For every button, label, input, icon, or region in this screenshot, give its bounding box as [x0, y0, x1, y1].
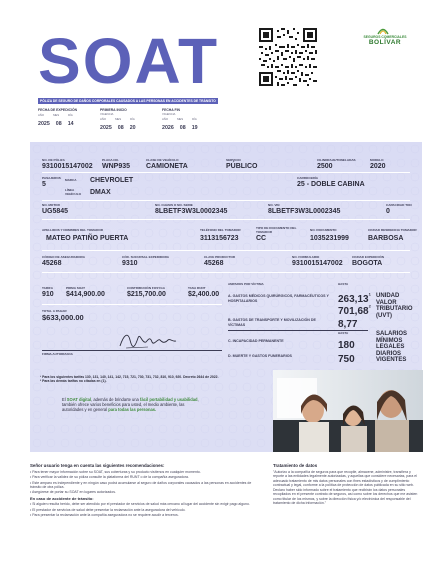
cilindraje-label: CILINDRAJE/TONELADAS	[317, 158, 356, 162]
coverage-a2-value: 701,68	[338, 306, 369, 317]
field-tasa	[188, 286, 219, 299]
capacidad-value: 0	[386, 208, 390, 215]
cod-aseg-value: 45268	[42, 260, 62, 267]
units-smldv	[376, 331, 420, 364]
brand-name: BOLÍVAR	[368, 39, 402, 46]
accident-3: • Para presentar la reclamación ante la compañía aseguradora no se requiere acudir a terceros.	[30, 513, 179, 518]
field-tipo-doc	[256, 226, 298, 243]
tasa-value: $2,400.00	[188, 291, 220, 298]
coverage-header-right	[338, 282, 348, 286]
telefono-label: TELÉFONO DEL TOMADOR	[200, 228, 241, 232]
divider	[42, 272, 410, 273]
field-modelo	[370, 158, 386, 171]
field-chasis	[155, 203, 227, 216]
divider	[42, 172, 410, 173]
coverage-a-label: A. GASTOS MÉDICOS QUIRÚRGICOS, FARMACÉUTICOS Y HOSPITALARIOS	[228, 294, 329, 303]
telefono-value: 3113156723	[200, 235, 239, 242]
recommendations-title: Señor usuario tenga en cuenta las siguientes recomendaciones:	[30, 463, 165, 468]
no-doc-value: 1035231999	[310, 235, 349, 242]
field-firma	[42, 352, 73, 356]
date-start-month: 08	[117, 125, 124, 131]
field-ciudad-exp	[352, 255, 384, 268]
no-poliza-value: 9310015147002	[42, 163, 93, 170]
prima-label: PRIMA SOAT	[66, 286, 86, 290]
total-label: TOTAL A PAGAR	[42, 309, 67, 313]
ciudad-exp-label: CIUDAD EXPEDICIÓN	[352, 255, 384, 259]
linea-value: DMAX	[90, 189, 111, 196]
signature-line	[42, 350, 222, 351]
date-end-month: 08	[179, 125, 186, 131]
contrib-label: CONTRIBUCIÓN FOSYGA	[127, 286, 165, 290]
date-issue-year: 2025	[38, 121, 50, 127]
units-uvt	[376, 293, 420, 319]
date-issue-day: 14	[67, 121, 74, 127]
pasajeros-value: 5	[42, 181, 46, 188]
vin-value: 8LBETF3W3L0002345	[268, 208, 341, 215]
field-carroceria	[297, 176, 365, 189]
date-issue-month: 08	[55, 121, 62, 127]
tarifa-label: TARIFA	[42, 286, 53, 290]
cilindraje-value: 2500	[317, 163, 333, 170]
cod-aseg-label: CÓDIGO DE ASEGURADORA	[42, 255, 86, 259]
field-linea-value	[90, 188, 111, 197]
footnotes	[40, 375, 240, 383]
placa-label: PLACA NO.	[102, 158, 119, 162]
clase-value: CAMIONETA	[146, 163, 188, 170]
field-cilindraje	[317, 158, 356, 171]
cod-suc-value: 9310	[122, 260, 138, 267]
divider	[42, 200, 410, 201]
field-capacidad	[386, 203, 412, 216]
coverage-header-label: AMPAROS POR VÍCTIMA	[228, 282, 264, 286]
field-ciudad-res	[368, 228, 417, 243]
field-clase	[146, 158, 188, 171]
carroceria-value: 25 - DOBLE CABINA	[297, 181, 365, 188]
digital-pre: El	[62, 397, 67, 402]
date-head-month: MES	[177, 117, 184, 121]
footnote-2: ² Para las demás tarifas no citadas en (1).	[40, 379, 107, 384]
coverage-c-value: 180	[338, 340, 355, 351]
placa-value: WNP935	[102, 163, 131, 170]
modelo-label: MODELO	[370, 158, 384, 162]
date-head-day: DÍA	[130, 117, 135, 121]
no-formulario-value: 9310015147002	[292, 260, 343, 267]
ciudad-exp-value: BOGOTA	[352, 260, 383, 267]
coverage-a-sup: 1	[368, 291, 371, 297]
linea-label: LÍNEA VEHÍCULO	[65, 188, 81, 196]
firma-label: FIRMA AUTORIZADA	[42, 352, 73, 356]
data-treatment-column	[273, 463, 421, 506]
field-vin	[268, 203, 340, 216]
field-contrib	[127, 286, 166, 299]
contrib-value: $215,700.00	[127, 291, 166, 298]
field-cod-aseg	[42, 255, 85, 268]
no-doc-label: NO. DOCUMENTO	[310, 228, 337, 232]
field-pasajeros	[42, 176, 61, 189]
date-end-day: 19	[191, 125, 198, 131]
accident-2: • El prestador de servicios de salud debe presentar la reclamación ante la aseguradora del vehículo.	[30, 507, 186, 512]
marca-label: MARCA	[65, 178, 77, 182]
brand-word-seguros: SEGUROS	[363, 35, 381, 39]
coverage-b-value: 8,77	[338, 319, 358, 330]
family-car-photo	[273, 370, 423, 452]
recommendation-1: • Para tener mayor información sobre su SOAT, sus coberturas y su producto visítenos en cualquier momento.	[30, 470, 201, 474]
capacidad-label: CAPACIDAD TON	[386, 203, 412, 207]
date-end-year: 2026	[162, 125, 174, 131]
digital-hl3: para todas las personas.	[108, 407, 157, 413]
no-formulario-label: NO. FORMULARIO	[292, 255, 320, 259]
accident-title: En caso de accidente de tránsito:	[30, 496, 94, 502]
soat-logo: SOAT	[38, 25, 220, 97]
cod-suc-label: CÓD. SUCURSAL EXPEDIDORA	[122, 255, 170, 259]
date-start-label: PRIMERA INICIO	[100, 108, 127, 112]
coverage-a2-sup: 2	[368, 303, 371, 309]
clave-prod-label: CLAVE PRODUCTOR	[204, 255, 235, 259]
digital-hl1: SOAT digital	[66, 397, 92, 402]
coverage-d-value-wrap	[338, 349, 355, 367]
recommendation-4: • Asegúrese de portar su SOAT en lugares autorizados.	[30, 490, 116, 495]
date-end-label: FECHA FIN	[162, 108, 180, 112]
date-head-day: DÍA	[68, 113, 73, 117]
date-head-year: AÑO	[100, 117, 107, 121]
brand-symbol-icon	[377, 26, 389, 35]
marca-value: CHEVROLET	[90, 177, 134, 184]
data-treatment-2: Declaro haber sido informado sobre el tratamiento que recibirán los datos personales recopilados en el presente contrato de seguros, así como sobre los derechos que me asisten como titular de los mismos, y sobre la dirección física y/o electrónica del responsable del tratamiento de dicha información."	[273, 488, 418, 506]
recommendation-3: • Este amparo es independiente y en ningún caso podrá acumularse al seguro de daños corporales causados a las personas en accidentes de tránsito de otra póliza.	[30, 480, 252, 489]
footnote-1: ¹ Para los siguientes tarifas 130, 131, 140, 141, 142, 715, 721, 730, 731, 732, 810, 910, 920. Decreto 2644 de 2022.	[40, 375, 219, 379]
brand-word-comerciales: COMERCIALES	[381, 35, 407, 39]
date-head-year: AÑO	[38, 113, 45, 117]
date-start-sublabel: VIGENCIA	[100, 112, 114, 116]
coverage-hasta2-label: HASTA	[338, 331, 349, 335]
digital-hl2: fácil portabilidad y usabilidad	[139, 397, 198, 402]
date-head-day: DÍA	[192, 117, 197, 121]
clase-label: CLASE DE VEHÍCULO	[146, 158, 179, 162]
clave-prod-value: 45268	[204, 260, 224, 267]
field-no-doc	[310, 228, 349, 243]
field-no-poliza	[42, 158, 93, 171]
coverage-hasta-label: HASTA	[338, 282, 349, 286]
tasa-label: TASA RUNT	[188, 286, 206, 290]
motor-value: UG5845	[42, 208, 69, 215]
divider	[42, 219, 410, 220]
field-linea	[65, 188, 85, 196]
units-uvt-label: UNIDAD VALOR TRIBUTARIO (UVT)	[376, 293, 413, 319]
date-head-month: MES	[115, 117, 122, 121]
motor-label: NO. MOTOR	[42, 203, 60, 207]
tomador-label: APELLIDOS Y NOMBRES DEL TOMADOR	[42, 228, 103, 232]
divider	[42, 250, 410, 251]
brand-logo	[355, 26, 415, 50]
field-tomador	[42, 228, 128, 243]
servicio-label: SERVICIO	[226, 158, 241, 162]
data-treatment-title: Tratamiento de datos	[273, 463, 318, 468]
field-placa	[102, 158, 130, 171]
field-total	[42, 309, 84, 322]
tipo-doc-value: CC	[256, 235, 267, 242]
field-prima	[66, 286, 105, 299]
coverage-item-a	[228, 294, 332, 303]
field-marca-value	[90, 176, 133, 185]
date-end-sublabel: VIGENCIA	[162, 112, 176, 116]
recommendations-column	[30, 463, 258, 518]
tomador-value: MATEO PATIÑO PUERTA	[46, 235, 129, 242]
data-treatment-1: "Autorizo a la compañía de seguros para que recopile, almacene, administre, transfiera y reporte a las entidades legalmente autorizadas, y aquellas que considere necesarias, para el adecuado tratamiento de mis datos personales con fines estadísticos y de cumplimiento contractual y legal, conforme a la política de protección de datos publicada en su sitio web.	[273, 470, 417, 487]
qr-code	[259, 28, 317, 86]
coverage-header-left	[228, 282, 264, 286]
coverage-d-value: 750	[338, 354, 355, 365]
bottom-info	[30, 463, 422, 571]
field-telefono	[200, 228, 241, 243]
coverage-item-b	[228, 318, 332, 327]
units-smldv-label: SALARIOS MÍNIMOS LEGALES DIARIOS VIGENTES	[376, 331, 408, 363]
recommendation-2: • Para verificar la validez de su póliza consulte la plataforma del RUNT o de la compañía aseguradora.	[30, 475, 189, 480]
header	[38, 26, 218, 154]
coverage-item-d	[228, 354, 332, 359]
field-marca	[65, 178, 77, 182]
field-clave-prod	[204, 255, 235, 268]
date-start-year: 2025	[100, 125, 112, 131]
ciudad-res-value: BARBOSA	[368, 235, 404, 242]
chasis-label: NO. CHASIS O NO. SERIE	[155, 203, 193, 207]
carroceria-label: CARROCERÍA	[297, 176, 318, 180]
coverage-d-label: D. MUERTE Y GASTOS FUNERARIOS	[228, 354, 292, 358]
accident-1: • Si alguien resulta herido, debe ser atendido por el prestador de servicios de salud más cercano al lugar del accidente sin exigir pago alguno.	[30, 502, 250, 507]
field-tarifa	[42, 286, 54, 299]
date-issue-label: FECHA DE EXPEDICIÓN	[38, 108, 78, 112]
tipo-doc-label: TIPO DE DOCUMENTO DEL TOMADOR	[256, 226, 297, 234]
servicio-value: PÚBLICO	[226, 163, 258, 170]
field-cod-suc	[122, 255, 169, 268]
digital-mid: , además de brindarte una	[91, 397, 140, 402]
date-head-year: AÑO	[162, 117, 169, 121]
authorized-signature	[118, 330, 178, 352]
digital-soat-text	[62, 397, 202, 413]
coverage-c-label: C. INCAPACIDAD PERMANENTE	[228, 339, 284, 343]
coverage-item-c	[228, 339, 332, 344]
pasajeros-label: PASAJEROS	[42, 176, 61, 180]
coverage-a-value: 263,13	[338, 294, 369, 305]
no-poliza-label: NO. DE PÓLIZA	[42, 158, 65, 162]
field-no-formulario	[292, 255, 343, 268]
ciudad-res-label: CIUDAD RESIDENCIA TOMADOR	[368, 228, 417, 232]
prima-value: $414,900.00	[66, 291, 105, 298]
total-value: $633,000.00	[42, 313, 84, 322]
field-motor	[42, 203, 68, 216]
field-servicio	[226, 158, 258, 171]
tarifa-value: 910	[42, 291, 54, 298]
soat-subtitle: PÓLIZA DE SEGURO DE DAÑOS CORPORALES CAUSADOS A LAS PERSONAS EN ACCIDENTES DE TRÁNSITO	[38, 98, 218, 104]
divider	[42, 304, 222, 305]
date-start-day: 20	[129, 125, 136, 131]
date-head-month: MES	[53, 113, 60, 117]
modelo-value: 2020	[370, 163, 386, 170]
digital-post: , también ofrece varios beneficios para usted, el medio ambiente, las autoridades y en general	[62, 397, 199, 413]
vin-label: NO. VIN	[268, 203, 280, 207]
chasis-value: 8LBETF3W3L0002345	[155, 208, 228, 215]
coverage-b-label: B. GASTOS DE TRANSPORTE Y MOVILIZACIÓN DE VÍCTIMAS	[228, 318, 316, 327]
